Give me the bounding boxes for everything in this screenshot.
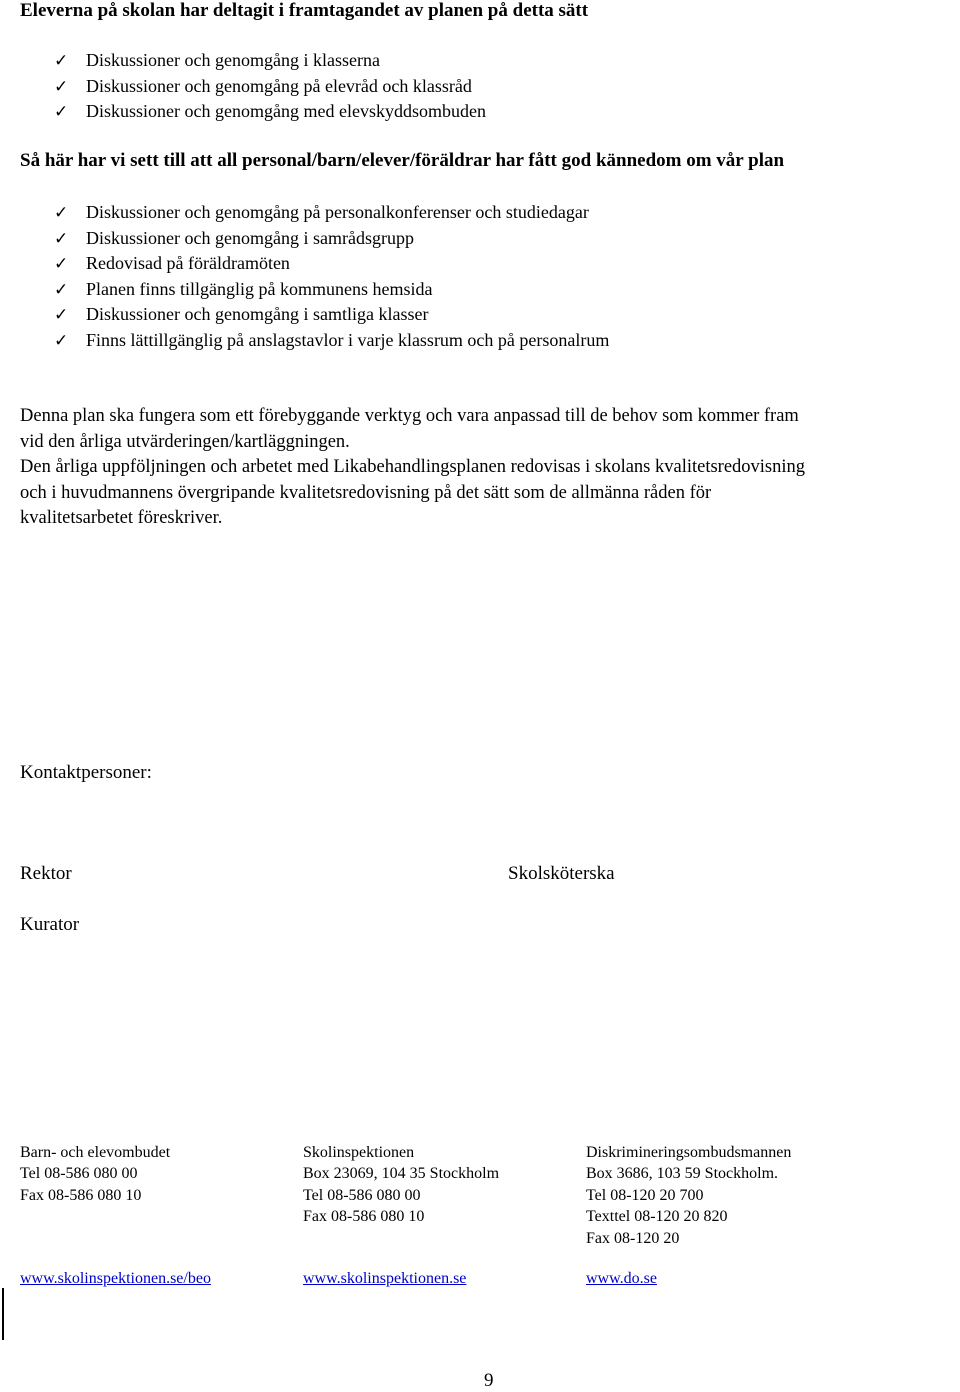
contacts-heading: Kontaktpersoner: [20, 762, 152, 783]
list-item: ✓ Diskussioner och genomgång på personalkonferenser och studiedagar [54, 200, 609, 226]
link-beo[interactable]: www.skolinspektionen.se/beo [20, 1270, 211, 1287]
checkmark-icon: ✓ [54, 305, 69, 325]
org-barn-elevombudet: Barn- och elevombudet Tel 08-586 080 00 Fax 08-586 080 10 [20, 1144, 171, 1204]
list-item: ✓ Diskussioner och genomgång i samrådsgrupp [54, 226, 609, 252]
link-do[interactable]: www.do.se [586, 1270, 657, 1287]
checkmark-icon: ✓ [54, 51, 69, 71]
checkmark-icon: ✓ [54, 76, 69, 97]
student-participation-list [54, 48, 486, 125]
checkmark-icon: ✓ [54, 102, 69, 122]
org-diskrimineringsombudsmannen: Diskrimineringsombudsmannen Box 3686, 103 59 Stockholm. Tel 08-120 20 700 Texttel 08-120 20 820 Fax 08-120 20 [586, 1144, 792, 1247]
page-number: 9 [484, 1370, 494, 1391]
checkmark-icon: ✓ [54, 254, 69, 274]
contact-skolskoterska: Skolsköterska [508, 863, 615, 884]
list-item: ✓ Planen finns tillgänglig på kommunens hemsida [54, 277, 609, 303]
checkmark-icon: ✓ [54, 203, 69, 223]
list-item: ✓ Diskussioner och genomgång på elevråd och klassråd [54, 74, 486, 100]
checkmark-icon: ✓ [54, 228, 69, 249]
link-skolinspektionen[interactable]: www.skolinspektionen.se [303, 1270, 467, 1287]
section-heading-students: Eleverna på skolan har deltagit i framtagandet av planen på detta sätt [20, 0, 589, 21]
paragraph-followup: Den årliga uppföljningen och arbetet med Likabehandlingsplanen redovisas i skolans kvalitetsredovisning och i huvudmannens övergripande kvalitetsredovisning på det sätt som de allmänna råden för kvalitetsarbetet föreskriver. [20, 457, 806, 528]
org-skolinspektionen: Skolinspektionen Box 23069, 104 35 Stockholm Tel 08-586 080 00 Fax 08-586 080 10 [303, 1144, 500, 1226]
contact-kurator: Kurator [20, 914, 80, 935]
checkmark-icon: ✓ [54, 330, 69, 351]
paragraph-purpose: Denna plan ska fungera som ett förebyggande verktyg och vara anpassad till de behov som kommer fram vid den årliga utvärderingen/kartläggningen. [20, 406, 799, 452]
contact-rektor: Rektor [20, 863, 72, 884]
section-heading-awareness: Så här har vi sett till att all personal/barn/elever/föräldrar har fått god kännedom om vår plan [20, 150, 785, 171]
margin-divider [2, 1288, 4, 1340]
list-item: ✓ Diskussioner och genomgång i klasserna [54, 48, 486, 74]
list-item: ✓ Diskussioner och genomgång med elevskyddsombuden [54, 99, 486, 125]
checkmark-icon: ✓ [54, 279, 69, 300]
list-item: ✓ Finns lättillgänglig på anslagstavlor i varje klassrum och på personalrum [54, 328, 609, 354]
list-item: ✓ Redovisad på föräldramöten [54, 251, 609, 277]
awareness-list [54, 200, 609, 353]
list-item: ✓ Diskussioner och genomgång i samtliga klasser [54, 302, 609, 328]
